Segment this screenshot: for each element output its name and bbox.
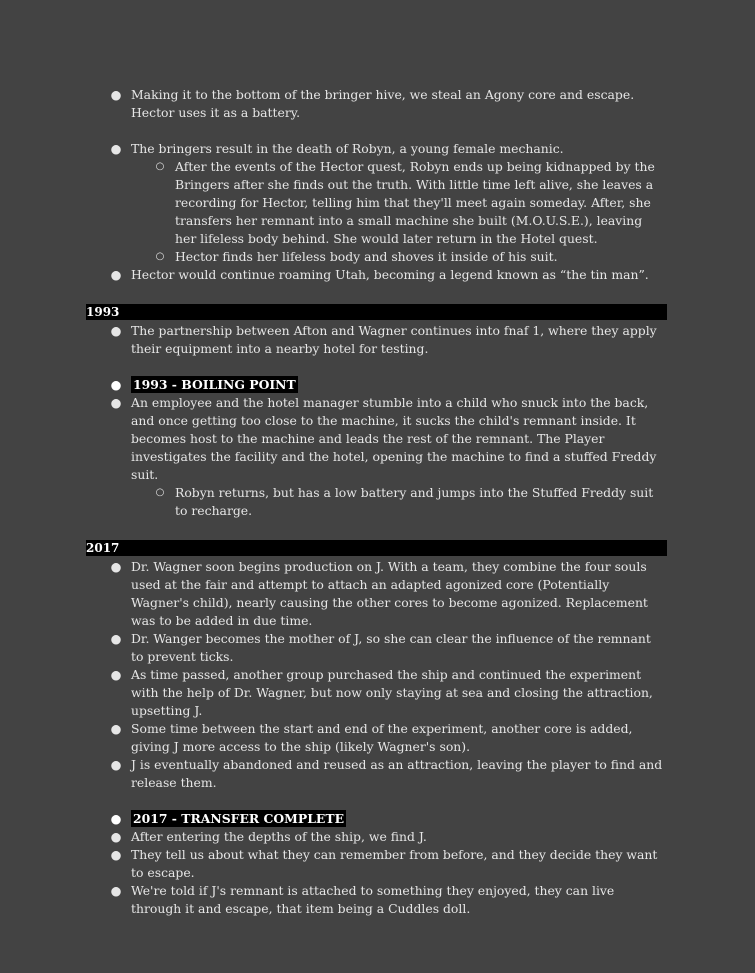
list-item bbox=[110, 630, 666, 666]
bullet-disc-icon: ● bbox=[110, 721, 122, 736]
bullet-disc-icon: ● bbox=[110, 267, 122, 282]
event-title: 1993 - BOILING POINT bbox=[133, 377, 296, 392]
list-item bbox=[110, 756, 666, 792]
bullet-disc-icon: ● bbox=[110, 757, 122, 772]
bullet-disc-icon: ● bbox=[110, 87, 122, 102]
bullet-disc-icon: ● bbox=[110, 631, 122, 646]
list-item-text: We're told if J's remnant is attached to something they enjoyed, they can live through it and escape, that item being a Cuddles doll. bbox=[131, 883, 615, 916]
year-heading-1993 bbox=[86, 304, 667, 320]
list-item bbox=[110, 558, 666, 630]
year-heading-label: 1993 bbox=[86, 305, 120, 319]
sub-list-item bbox=[155, 158, 666, 248]
list-item-text: The bringers result in the death of Robyn, a young female mechanic. bbox=[131, 141, 564, 156]
bullet-circle-icon: ○ bbox=[155, 251, 165, 262]
list-item bbox=[110, 846, 666, 882]
list-item-text: Dr. Wanger becomes the mother of J, so she can clear the influence of the remnant to prevent ticks. bbox=[131, 631, 651, 664]
list-item-text: After entering the depths of the ship, we find J. bbox=[131, 829, 427, 844]
list-item-text: Dr. Wagner soon begins production on J. With a team, they combine the four souls used at the fair and attempt to attach an adapted agonized core (Potentially Wagner's child), nearly causing the other cores to become agonized. Replacement was to be added in due time. bbox=[131, 559, 648, 628]
sub-list-item bbox=[155, 484, 666, 520]
bullet-disc-icon: ● bbox=[110, 847, 122, 862]
list-item bbox=[110, 828, 666, 846]
list-item-text: Making it to the bottom of the bringer hive, we steal an Agony core and escape. Hector uses it as a battery. bbox=[131, 87, 635, 120]
bullet-disc-icon: ● bbox=[110, 377, 122, 392]
event-title: 2017 - TRANSFER COMPLETE bbox=[133, 811, 345, 826]
list-item bbox=[110, 394, 666, 484]
year-heading-label: 2017 bbox=[86, 541, 120, 555]
sub-list-item-text: Hector finds her lifeless body and shoves it inside of his suit. bbox=[175, 249, 558, 264]
list-item-text: Hector would continue roaming Utah, becoming a legend known as “the tin man”. bbox=[131, 267, 649, 282]
list-item-text: They tell us about what they can remember from before, and they decide they want to escape. bbox=[131, 847, 658, 880]
sub-list-item-text: After the events of the Hector quest, Robyn ends up being kidnapped by the Bringers after she finds out the truth. With little time left alive, she leaves a recording for Hector, telling him that they'll meet again someday. After, she transfers her remnant into a small machine she built (M.O.U.S.E.), leaving her lifeless body behind. She would later return in the Hotel quest. bbox=[175, 159, 655, 246]
list-item-text: An employee and the hotel manager stumble into a child who snuck into the back, and once getting too close to the machine, it sucks the child's remnant inside. It becomes host to the machine and leads the rest of the remnant. The Player investigates the facility and the hotel, opening the machine to find a stuffed Freddy suit. bbox=[131, 395, 657, 482]
event-title-item bbox=[110, 810, 666, 828]
sub-list-item bbox=[155, 248, 666, 266]
list-item-text: J is eventually abandoned and reused as an attraction, leaving the player to find and release them. bbox=[131, 757, 663, 790]
list-item bbox=[110, 666, 666, 720]
list-item bbox=[110, 882, 666, 918]
list-item bbox=[110, 322, 666, 358]
bullet-disc-icon: ● bbox=[110, 829, 122, 844]
bullet-disc-icon: ● bbox=[110, 395, 122, 410]
bullet-disc-icon: ● bbox=[110, 883, 122, 898]
list-item-text: The partnership between Afton and Wagner continues into fnaf 1, where they apply their equipment into a nearby hotel for testing. bbox=[131, 323, 657, 356]
year-heading-2017 bbox=[86, 540, 667, 556]
bullet-disc-icon: ● bbox=[110, 667, 122, 682]
event-title-item bbox=[110, 376, 666, 394]
bullet-disc-icon: ● bbox=[110, 141, 122, 156]
list-item bbox=[110, 86, 666, 122]
list-item bbox=[110, 266, 666, 284]
bullet-circle-icon: ○ bbox=[155, 487, 165, 498]
document-page bbox=[0, 86, 755, 918]
bullet-disc-icon: ● bbox=[110, 559, 122, 574]
list-item-text: Some time between the start and end of the experiment, another core is added, giving J more access to the ship (likely Wagner's son). bbox=[131, 721, 633, 754]
list-item bbox=[110, 720, 666, 756]
bullet-disc-icon: ● bbox=[110, 811, 122, 826]
list-item bbox=[110, 140, 666, 158]
list-item-text: As time passed, another group purchased the ship and continued the experiment with the help of Dr. Wagner, but now only staying at sea and closing the attraction, upsetting J. bbox=[131, 667, 653, 718]
bullet-disc-icon: ● bbox=[110, 323, 122, 338]
sub-list-item-text: Robyn returns, but has a low battery and jumps into the Stuffed Freddy suit to recharge. bbox=[175, 485, 654, 518]
bullet-circle-icon: ○ bbox=[155, 161, 165, 172]
